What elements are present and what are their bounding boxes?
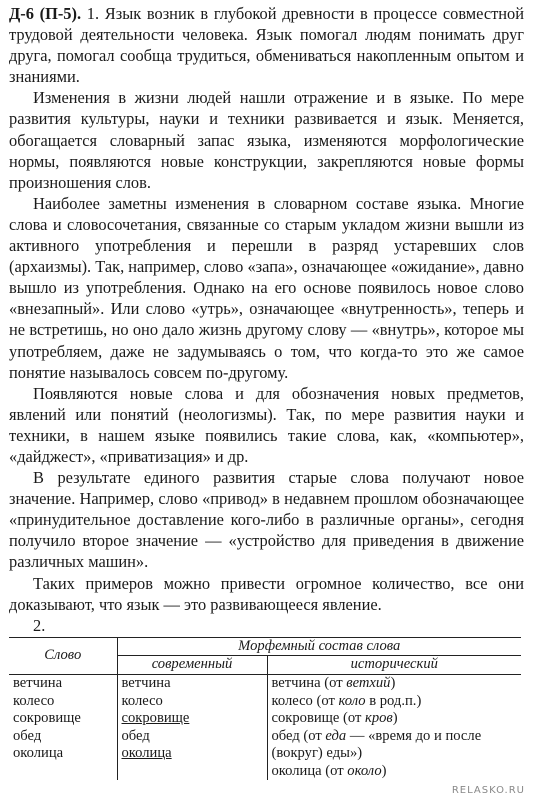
modern-cell: колесо — [121, 692, 163, 709]
word-cell: ветчина — [13, 674, 63, 691]
modern-cell: ветчина — [121, 674, 171, 691]
watermark: RELASKO.RU — [451, 785, 525, 796]
modern-cell: сокровище — [121, 710, 190, 727]
historical-text: ветчина (от — [271, 674, 347, 691]
header-historical: исторический — [267, 656, 521, 675]
historical-text: (вокруг) еды») — [271, 745, 363, 762]
historical-cell — [272, 710, 518, 728]
historical-text: ) — [392, 710, 398, 727]
historical-cell — [272, 763, 518, 781]
paragraph-5: В результате единого развития старые слова получают новое значение. Например, слово «привод» в недавнем прошлом обозначающее «принудительное доставление кого-либо в различные органы», сегодня получило второе значение — «устройство для приведения в движение различных машин». — [9, 468, 524, 572]
word-cell: обед — [13, 727, 42, 744]
paragraph-4: Появляются новые слова и для обозначения новых предметов, явлений или понятий (неологизмы). Так, по мере развития науки и техники, в нашем языке появились такие слова, как, «компьютер», «дайджест», «приватизация» и др. — [9, 383, 524, 466]
header-morpheme: Морфемный состав слова — [117, 637, 521, 656]
paragraph-1 — [9, 3, 524, 87]
historical-text: — «время до и после — [346, 727, 482, 744]
column-words — [9, 674, 117, 780]
historical-text: ) — [381, 762, 387, 779]
modern-cell: обед — [121, 727, 150, 744]
column-historical — [267, 674, 521, 780]
historical-text: в род.п.) — [365, 692, 422, 709]
paragraph-2: Изменения в жизни людей нашли отражение и в языке. По мере развития культуры, науки и техники развивается и язык. Меняется, обогащается словарный запас языка, изменяются морфологические нормы, появляются новые конструкции, закрепляются новые формы произношения слов. — [9, 88, 524, 192]
historical-text: сокровище (от — [271, 710, 366, 727]
exercise-label: Д-6 (П-5). — [9, 4, 82, 23]
header-modern: современный — [117, 656, 267, 675]
historical-root: ветхий — [346, 674, 391, 691]
item-number-1: 1. — [86, 4, 100, 23]
historical-root: еда — [325, 727, 347, 744]
historical-cell — [272, 745, 518, 763]
historical-root: около — [347, 762, 382, 779]
historical-root: коло — [338, 692, 366, 709]
historical-cell — [272, 693, 518, 711]
word-cell: сокровище — [13, 710, 81, 727]
paragraph-3: Наиболее заметны изменения в словарном составе языка. Многие слова и словосочетания, связанные со старым укладом жизни вышли из активного употребления и перешли в разряд устаревших слов (архаизмы). Так, например, слово «запа», означающее «ожидание», давно вышло из употребления. Однако на его основе появилось новое слово «внезапный». Или слово «утрь», означающее «внутренность», теперь и не встретишь, но оно дало жизнь другому слову — «внутрь», которое мы употребляем, даже не задумываясь о том, что когда-то это же самое понятие называлось совсем по-другому. — [9, 193, 524, 382]
historical-text: колесо (от — [271, 692, 339, 709]
header-word: Слово — [9, 637, 117, 674]
morpheme-table — [9, 637, 521, 781]
historical-root: кров — [365, 710, 393, 727]
item-number-2: 2. — [33, 615, 46, 635]
paragraph-6: Таких примеров можно привести огромное количество, все они доказывают, что язык — это развивающееся явление. — [9, 573, 524, 614]
word-cell: околица — [13, 745, 64, 762]
modern-cell: околица — [121, 745, 172, 762]
historical-cell — [272, 728, 518, 746]
column-modern — [117, 674, 267, 780]
paragraph-text-1: Язык возник в глубокой древности в процессе совместной трудовой деятельности человека. Язык помогал людям понимать друг друга, помогал сообща трудиться, обмениваться накопленным опытом и знаниями. — [9, 4, 525, 87]
historical-text: обед (от — [271, 727, 326, 744]
historical-text: околица (от — [271, 762, 348, 779]
word-cell: колесо — [13, 692, 55, 709]
historical-text: ) — [390, 674, 396, 691]
historical-cell — [272, 675, 518, 693]
